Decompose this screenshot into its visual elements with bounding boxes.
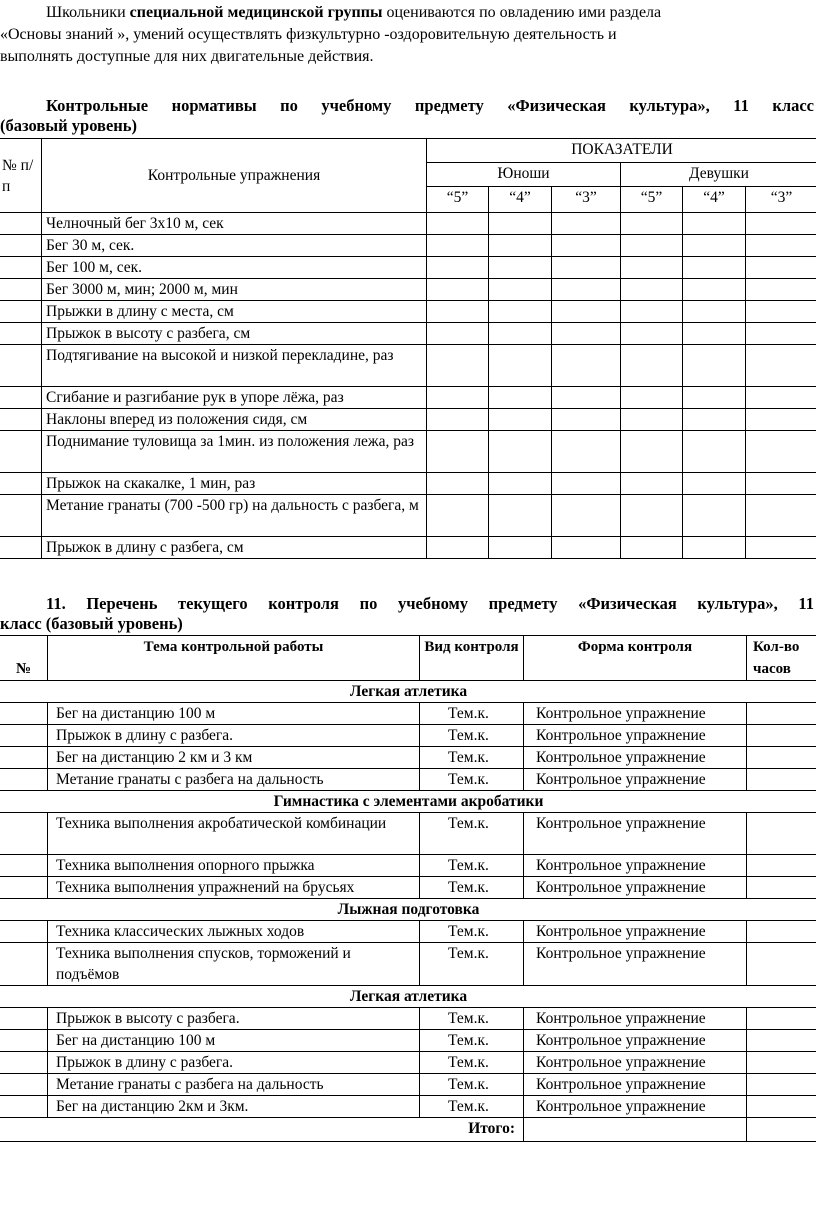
row-number-cell [0, 235, 42, 257]
norm-value-cell [746, 323, 816, 345]
row-number-cell [0, 345, 42, 387]
table-row [0, 855, 816, 877]
control-table [0, 635, 816, 1142]
exercise-name: Прыжок на скакалке, 1 мин, раз [42, 473, 427, 495]
mark-header: “3” [746, 187, 816, 213]
exercise-name: Бег 100 м, сек. [42, 257, 427, 279]
row-number-cell [0, 213, 42, 235]
intro-line-2: «Основы знаний », умений осуществлять физкультурно -оздоровительную деятельность и [0, 26, 617, 43]
row-number-cell [0, 769, 48, 791]
norm-value-cell [621, 537, 683, 559]
section-title: Гимнастика с элементами акробатики [0, 791, 816, 813]
table-row [0, 769, 816, 791]
table-row [0, 409, 816, 431]
norm-value-cell [746, 345, 816, 387]
section-row [0, 899, 816, 921]
row-number-cell [0, 301, 42, 323]
norm-value-cell [427, 473, 489, 495]
intro-text: Школьники [46, 4, 130, 21]
norm-value-cell [489, 213, 552, 235]
table-row [0, 921, 816, 943]
section2-title-line2: класс (базовый уровень) [0, 614, 183, 633]
hours-cell [747, 877, 816, 899]
row-number-cell [0, 703, 48, 725]
norm-value-cell [489, 537, 552, 559]
norm-value-cell [427, 431, 489, 473]
row-number-cell [0, 877, 48, 899]
table-row [0, 1052, 816, 1074]
form-cell: Контрольное упражнение [524, 855, 747, 877]
form-cell: Контрольное упражнение [524, 813, 747, 855]
kind-cell: Тем.к. [420, 1030, 524, 1052]
table-row [0, 537, 816, 559]
intro-paragraph [0, 2, 816, 68]
norm-value-cell [427, 257, 489, 279]
norm-value-cell [621, 257, 683, 279]
topic-cell: Техника классических лыжных ходов [48, 921, 420, 943]
form-cell: Контрольное упражнение [524, 1096, 747, 1118]
exercise-name: Бег 30 м, сек. [42, 235, 427, 257]
table-row [0, 1030, 816, 1052]
row-number-cell [0, 1074, 48, 1096]
exercise-name: Поднимание туловища за 1мин. из положения лежа, раз [42, 431, 427, 473]
col-num-header: № п/п [0, 139, 42, 213]
row-number-cell [0, 409, 42, 431]
girls-header: Девушки [621, 163, 816, 187]
hours-cell [747, 769, 816, 791]
mark-header: “5” [427, 187, 489, 213]
exercise-name: Бег 3000 м, мин; 2000 м, мин [42, 279, 427, 301]
norm-value-cell [489, 473, 552, 495]
section1-title-line1: Контрольные нормативы по учебному предмету «Физическая культура», 11 класс [46, 96, 814, 115]
topic-cell: Прыжок в высоту с разбега. [48, 1008, 420, 1030]
norm-value-cell [621, 409, 683, 431]
norm-value-cell [683, 431, 746, 473]
kind-cell: Тем.к. [420, 855, 524, 877]
norm-value-cell [746, 213, 816, 235]
norm-value-cell [552, 301, 621, 323]
exercise-name: Наклоны вперед из положения сидя, см [42, 409, 427, 431]
kind-cell: Тем.к. [420, 1008, 524, 1030]
norm-value-cell [489, 279, 552, 301]
norm-value-cell [489, 431, 552, 473]
norm-value-cell [621, 495, 683, 537]
intro-text: оцениваются по овладению ими раздела [382, 4, 662, 21]
form-cell: Контрольное упражнение [524, 747, 747, 769]
section-title: Лыжная подготовка [0, 899, 816, 921]
norm-value-cell [489, 301, 552, 323]
hours-cell [747, 813, 816, 855]
section-row [0, 986, 816, 1008]
table-row [0, 345, 816, 387]
norm-value-cell [621, 387, 683, 409]
norm-value-cell [552, 387, 621, 409]
norm-value-cell [427, 495, 489, 537]
table-row [0, 1008, 816, 1030]
norm-value-cell [427, 387, 489, 409]
form-cell: Контрольное упражнение [524, 1030, 747, 1052]
norm-value-cell [552, 409, 621, 431]
row-number-cell [0, 1052, 48, 1074]
hours-cell [747, 1008, 816, 1030]
row-number-cell [0, 943, 48, 986]
norm-value-cell [552, 537, 621, 559]
norm-value-cell [552, 495, 621, 537]
topic-cell: Метание гранаты с разбега на дальность [48, 1074, 420, 1096]
norm-value-cell [427, 409, 489, 431]
section-title: Легкая атлетика [0, 986, 816, 1008]
form-cell: Контрольное упражнение [524, 921, 747, 943]
form-cell: Контрольное упражнение [524, 725, 747, 747]
norm-value-cell [427, 323, 489, 345]
norm-value-cell [746, 537, 816, 559]
col-exercise-header: Контрольные упражнения [42, 139, 427, 213]
section1-title-line2: (базовый уровень) [0, 116, 138, 135]
norm-value-cell [552, 431, 621, 473]
section2-heading [0, 594, 816, 634]
kind-cell: Тем.к. [420, 703, 524, 725]
form-cell: Контрольное упражнение [524, 769, 747, 791]
norm-value-cell [489, 345, 552, 387]
total-hours-cell [747, 1118, 816, 1142]
table-row [0, 1096, 816, 1118]
hours-cell [747, 1096, 816, 1118]
section-row [0, 681, 816, 703]
norm-value-cell [746, 279, 816, 301]
mark-header: “3” [552, 187, 621, 213]
norm-value-cell [746, 257, 816, 279]
table-row [0, 813, 816, 855]
row-number-cell [0, 279, 42, 301]
kind-cell: Тем.к. [420, 943, 524, 986]
topic-cell: Техника выполнения опорного прыжка [48, 855, 420, 877]
section1-heading [0, 96, 816, 136]
col-form-header: Форма контроля [524, 636, 747, 681]
topic-cell: Метание гранаты с разбега на дальность [48, 769, 420, 791]
norm-value-cell [746, 473, 816, 495]
norm-value-cell [683, 257, 746, 279]
norm-value-cell [746, 495, 816, 537]
kind-cell: Тем.к. [420, 1096, 524, 1118]
row-number-cell [0, 1096, 48, 1118]
form-cell: Контрольное упражнение [524, 943, 747, 986]
kind-cell: Тем.к. [420, 1074, 524, 1096]
norm-value-cell [552, 279, 621, 301]
norm-value-cell [552, 345, 621, 387]
norm-value-cell [746, 409, 816, 431]
norm-value-cell [683, 213, 746, 235]
topic-cell: Прыжок в длину с разбега. [48, 1052, 420, 1074]
row-number-cell [0, 855, 48, 877]
norm-value-cell [746, 235, 816, 257]
kind-cell: Тем.к. [420, 921, 524, 943]
table-row [0, 213, 816, 235]
exercise-name: Прыжки в длину с места, см [42, 301, 427, 323]
norm-value-cell [427, 235, 489, 257]
mark-header: “4” [683, 187, 746, 213]
norm-value-cell [621, 345, 683, 387]
norm-value-cell [621, 213, 683, 235]
norm-value-cell [552, 323, 621, 345]
table-row [0, 877, 816, 899]
table-row [0, 747, 816, 769]
norm-value-cell [683, 495, 746, 537]
mark-header: “5” [621, 187, 683, 213]
row-number-cell [0, 1008, 48, 1030]
intro-bold-text: специальной медицинской группы [129, 4, 383, 21]
norm-value-cell [683, 537, 746, 559]
norm-value-cell [621, 279, 683, 301]
norm-value-cell [489, 323, 552, 345]
norm-value-cell [621, 323, 683, 345]
col-hours-header: Кол-во часов [747, 636, 816, 681]
intro-line-3: выполнять доступные для них двигательные действия. [0, 48, 374, 65]
norm-value-cell [427, 345, 489, 387]
kind-cell: Тем.к. [420, 1052, 524, 1074]
table-row [0, 279, 816, 301]
form-cell: Контрольное упражнение [524, 703, 747, 725]
norm-value-cell [489, 235, 552, 257]
col-num-header: № [0, 636, 48, 681]
section2-title-line1: 11. Перечень текущего контроля по учебному предмету «Физическая культура», 11 [46, 594, 814, 613]
table-row [0, 473, 816, 495]
section-title: Легкая атлетика [0, 681, 816, 703]
norm-value-cell [489, 495, 552, 537]
topic-cell: Техника выполнения спусков, торможений и подъёмов [48, 943, 420, 986]
hours-cell [747, 855, 816, 877]
norm-value-cell [552, 257, 621, 279]
topic-cell: Бег на дистанцию 100 м [48, 1030, 420, 1052]
hours-cell [747, 725, 816, 747]
norm-value-cell [683, 473, 746, 495]
norm-value-cell [683, 387, 746, 409]
row-number-cell [0, 725, 48, 747]
kind-cell: Тем.к. [420, 813, 524, 855]
norm-value-cell [683, 235, 746, 257]
hours-cell [747, 703, 816, 725]
total-label: Итого: [0, 1118, 524, 1142]
mark-header: “4” [489, 187, 552, 213]
norm-value-cell [746, 431, 816, 473]
table-row [0, 235, 816, 257]
norm-value-cell [621, 235, 683, 257]
norm-value-cell [552, 213, 621, 235]
norm-value-cell [683, 323, 746, 345]
exercise-name: Метание гранаты (700 -500 гр) на дальность с разбега, м [42, 495, 427, 537]
form-cell: Контрольное упражнение [524, 1074, 747, 1096]
row-number-cell [0, 747, 48, 769]
hours-cell [747, 943, 816, 986]
norm-value-cell [489, 387, 552, 409]
row-number-cell [0, 813, 48, 855]
total-row [0, 1118, 816, 1142]
hours-cell [747, 1074, 816, 1096]
row-number-cell [0, 1030, 48, 1052]
table-row [0, 431, 816, 473]
topic-cell: Бег на дистанцию 100 м [48, 703, 420, 725]
table-row [0, 943, 816, 986]
row-number-cell [0, 323, 42, 345]
form-cell: Контрольное упражнение [524, 877, 747, 899]
norm-value-cell [427, 213, 489, 235]
row-number-cell [0, 387, 42, 409]
hours-cell [747, 747, 816, 769]
exercise-name: Прыжок в высоту с разбега, см [42, 323, 427, 345]
table-row [0, 725, 816, 747]
intro-line-1 [0, 2, 816, 24]
row-number-cell [0, 537, 42, 559]
row-number-cell [0, 431, 42, 473]
exercise-name: Челночный бег 3х10 м, сек [42, 213, 427, 235]
col-topic-header: Тема контрольной работы [48, 636, 420, 681]
topic-cell: Техника выполнения упражнений на брусьях [48, 877, 420, 899]
norm-value-cell [746, 301, 816, 323]
kind-cell: Тем.к. [420, 725, 524, 747]
table-row [0, 323, 816, 345]
kind-cell: Тем.к. [420, 747, 524, 769]
row-number-cell [0, 473, 42, 495]
norm-value-cell [683, 301, 746, 323]
table-row [0, 703, 816, 725]
norm-value-cell [683, 409, 746, 431]
total-form-cell [524, 1118, 747, 1142]
norm-value-cell [621, 473, 683, 495]
norms-table [0, 138, 816, 559]
exercise-name: Сгибание и разгибание рук в упоре лёжа, раз [42, 387, 427, 409]
norm-value-cell [427, 301, 489, 323]
norm-value-cell [427, 537, 489, 559]
hours-cell [747, 1052, 816, 1074]
hours-cell [747, 1030, 816, 1052]
norm-value-cell [621, 301, 683, 323]
table-row [0, 1074, 816, 1096]
topic-cell: Бег на дистанцию 2км и 3км. [48, 1096, 420, 1118]
exercise-name: Подтягивание на высокой и низкой перекладине, раз [42, 345, 427, 387]
form-cell: Контрольное упражнение [524, 1008, 747, 1030]
norm-value-cell [552, 473, 621, 495]
hours-cell [747, 921, 816, 943]
indicators-header: ПОКАЗАТЕЛИ [427, 139, 816, 163]
form-cell: Контрольное упражнение [524, 1052, 747, 1074]
norm-value-cell [427, 279, 489, 301]
norm-value-cell [489, 409, 552, 431]
kind-cell: Тем.к. [420, 769, 524, 791]
table-row [0, 387, 816, 409]
norm-value-cell [683, 279, 746, 301]
exercise-name: Прыжок в длину с разбега, см [42, 537, 427, 559]
norm-value-cell [489, 257, 552, 279]
topic-cell: Техника выполнения акробатической комбинации [48, 813, 420, 855]
topic-cell: Прыжок в длину с разбега. [48, 725, 420, 747]
boys-header: Юноши [427, 163, 621, 187]
table-row [0, 301, 816, 323]
norm-value-cell [552, 235, 621, 257]
norm-value-cell [683, 345, 746, 387]
norm-value-cell [621, 431, 683, 473]
norm-value-cell [746, 387, 816, 409]
row-number-cell [0, 495, 42, 537]
table-row [0, 495, 816, 537]
col-kind-header: Вид контроля [420, 636, 524, 681]
topic-cell: Бег на дистанцию 2 км и 3 км [48, 747, 420, 769]
table-row [0, 257, 816, 279]
row-number-cell [0, 921, 48, 943]
section-row [0, 791, 816, 813]
row-number-cell [0, 257, 42, 279]
kind-cell: Тем.к. [420, 877, 524, 899]
